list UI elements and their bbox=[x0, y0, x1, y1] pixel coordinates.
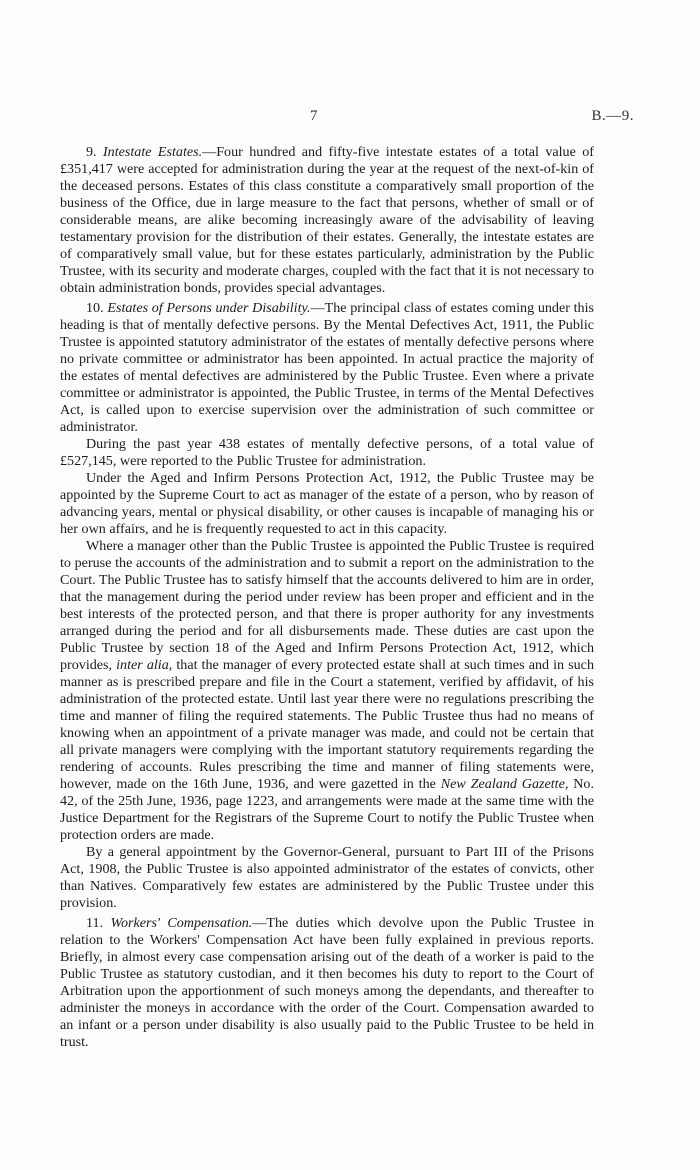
paragraph-text: No. 42, of the 25th June, 1936, page 1223, and arrangements were made at the same time with the Justice Department for the Registrars of the Supreme Court to notify the Public Trustee when protection orders are made. bbox=[60, 776, 594, 843]
section-number: 9. bbox=[86, 144, 97, 160]
paragraph-aged-infirm-act bbox=[60, 470, 594, 538]
paragraph-text: that the manager of every protected estate shall at such times and in such manner as is prescribed prepare and file in the Court a statement, verified by affidavit, of his administration of the protected estate. Until last year there were no regulations prescribing the time and manner of filing the required statements. The Public Trustee thus had no means of knowing when an appointment of a private manager was made, and could not be certain that all private managers were complying with the important statutory requirements regarding the rendering of accounts. Rules prescribing the time and manner of filing statements were, however, made on the 16th June, 1936, and were gazetted in the bbox=[60, 657, 594, 792]
document-reference: B.—9. bbox=[591, 108, 634, 124]
paragraph-prisons-act bbox=[60, 844, 594, 912]
page-number: 7 bbox=[310, 108, 318, 124]
section-number: 11. bbox=[86, 915, 104, 931]
paragraph-text: —The principal class of estates coming under this heading is that of mentally defective persons. By the Mental Defectives Act, 1911, the Public Trustee is appointed statutory administrator of the estates of mentally defective persons where no private committee or administrator has been appointed. In actual practice the majority of the estates of mental defectives are administered by the Public Trustee. Even where a private committee or administrator is appointed, the Public Trustee, in terms of the Mental Defectives Act, is called upon to exercise supervision over the administration of such committee or administrator. bbox=[60, 300, 594, 435]
paragraph-intestate-estates bbox=[60, 144, 594, 297]
paragraph-text: Where a manager other than the Public Trustee is appointed the Public Trustee is required to peruse the accounts of the administration and to submit a report on the administration to the Court. The Public Trustee has to satisfy himself that the accounts delivered to him are in order, that the management during the period under review has been proper and efficient and in the best interests of the protected person, and that there is proper authority for any investments arranged during the period and for all disbursements made. These duties are cast upon the Public Trustee by section 18 of the Aged and Infirm Persons Protection Act, 1912, which provides, bbox=[60, 538, 594, 673]
page-header bbox=[60, 108, 634, 128]
paragraph-mental-defectives-count bbox=[60, 436, 594, 470]
document-body bbox=[60, 144, 594, 1051]
italic-publication-title: New Zealand Gazette, bbox=[440, 776, 569, 792]
paragraph-private-manager bbox=[60, 538, 594, 844]
paragraph-text: —Four hundred and fifty-five intestate estates of a total value of £351,417 were accepted for administration during the year at the request of the next-of-kin of the deceased persons. Estates of this class constitute a comparatively small proportion of the business of the Office, due in large measure to the fact that persons, whether of small or of considerable means, are alike becoming increasingly aware of the advisability of leaving testamentary provision for the distribution of their estates. Generally, the intestate estates are of comparatively small value, but for these estates particularly, administration by the Public Trustee, with its security and moderate charges, coupled with the fact that it is not necessary to obtain administration bonds, provides special advantages. bbox=[60, 144, 594, 296]
paragraph-text: During the past year 438 estates of mentally defective persons, of a total value of £527,145, were reported to the Public Trustee for administration. bbox=[60, 436, 594, 469]
paragraph-workers-compensation bbox=[60, 915, 594, 1051]
italic-phrase: inter alia, bbox=[116, 657, 173, 673]
paragraph-persons-under-disability bbox=[60, 300, 594, 436]
section-heading: Estates of Persons under Disability. bbox=[107, 300, 311, 316]
section-number: 10. bbox=[86, 300, 104, 316]
paragraph-text: —The duties which devolve upon the Public Trustee in relation to the Workers' Compensation Act have been fully explained in previous reports. Briefly, in almost every case compensation arising out of the death of a worker is paid to the Public Trustee as statutory custodian, and it then becomes his duty to report to the Court of Arbitration upon the apportionment of such moneys among the dependants, and thereafter to administer the moneys in accordance with the order of the Court. Compensation awarded to an infant or a person under disability is also usually paid to the Public Trustee to be held in trust. bbox=[60, 915, 594, 1050]
section-heading: Intestate Estates. bbox=[102, 144, 203, 160]
paragraph-text: Under the Aged and Infirm Persons Protection Act, 1912, the Public Trustee may be appointed by the Supreme Court to act as manager of the estate of a person, who by reason of advancing years, mental or physical disability, or other causes is incapable of managing his or her own affairs, and he is frequently requested to act in this capacity. bbox=[60, 470, 594, 537]
paragraph-text: By a general appointment by the Governor-General, pursuant to Part III of the Prisons Act, 1908, the Public Trustee is also appointed administrator of the estates of convicts, other than Natives. Comparatively few estates are administered by the Public Trustee under this provision. bbox=[60, 844, 594, 911]
section-heading: Workers' Compensation. bbox=[110, 915, 253, 931]
